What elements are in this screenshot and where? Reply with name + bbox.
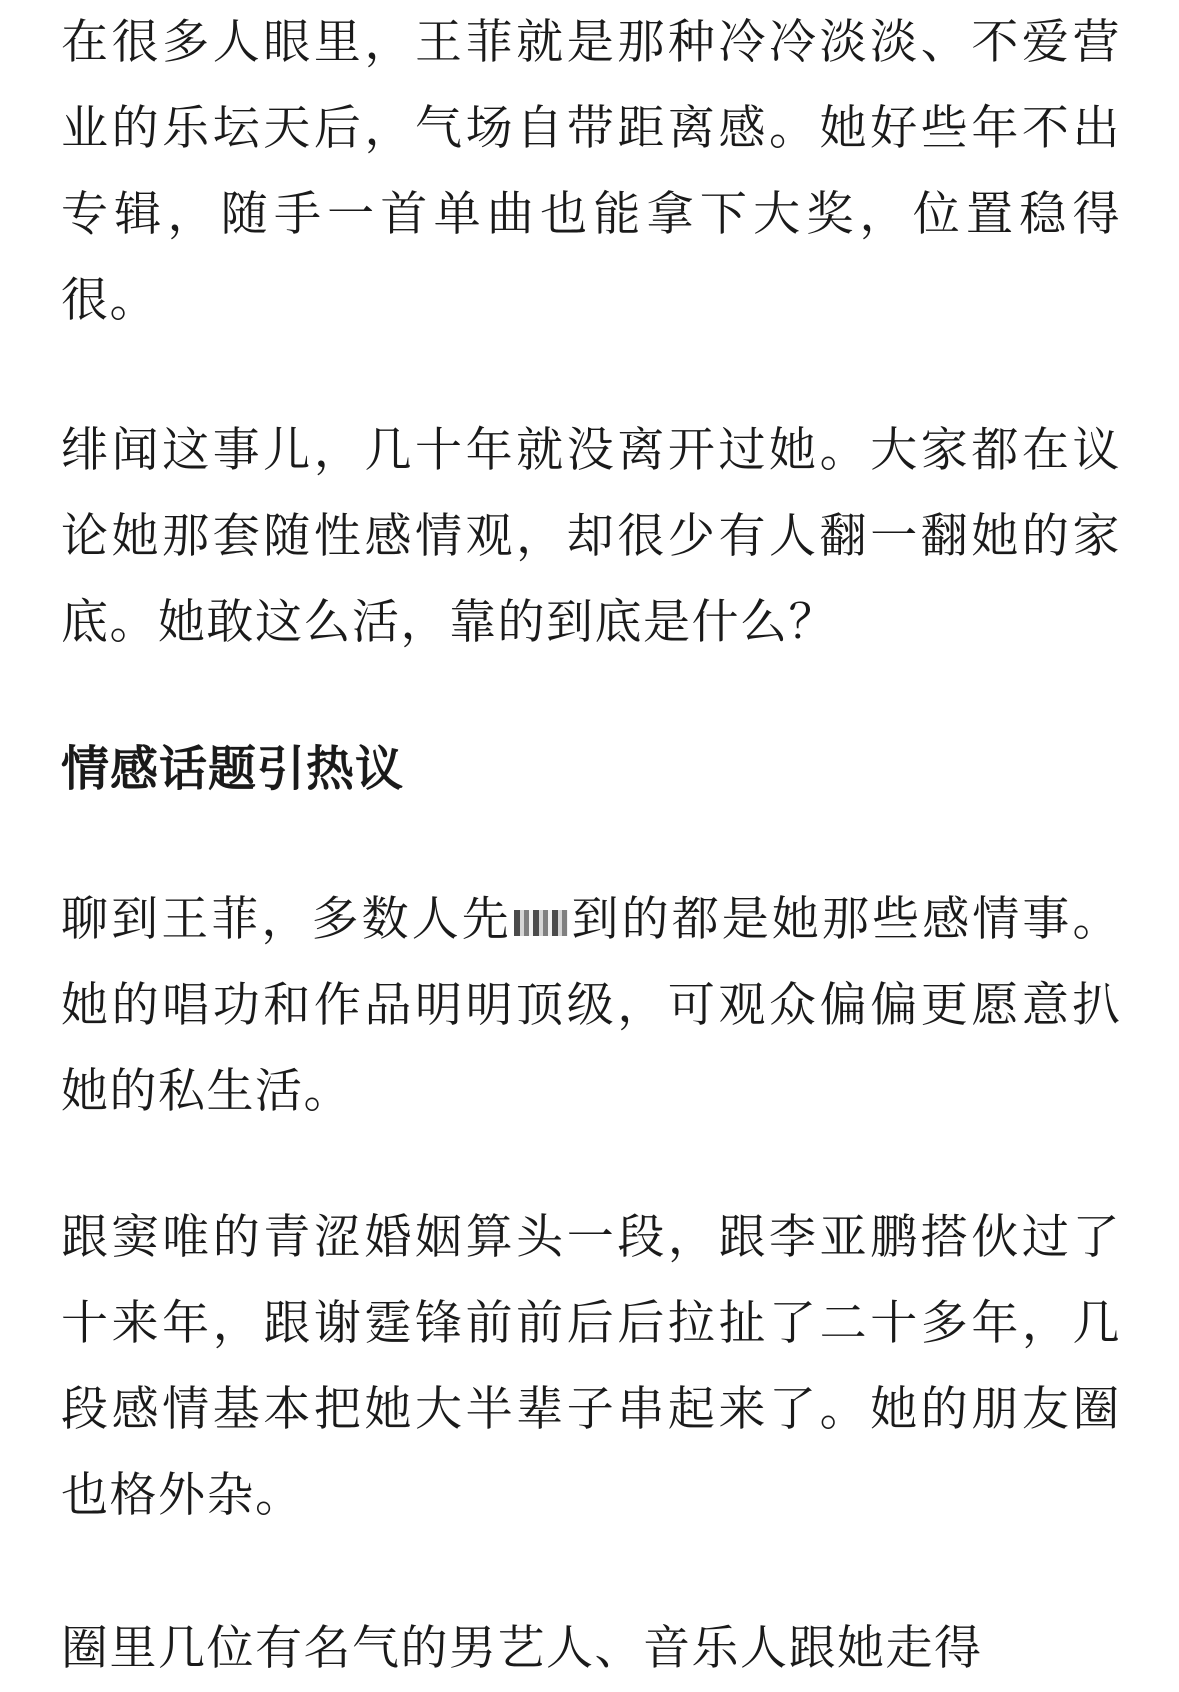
- paragraph-text-after-mosaic: 到的都是她那些感情事。她的唱功和作品明明顶级，可观众偏偏更愿意扒她的私生活。: [61, 892, 1122, 1119]
- mosaic-redaction: [514, 910, 568, 936]
- section-heading: 情感话题引热议: [61, 741, 405, 797]
- article-paragraph: 在很多人眼里，王菲就是那种冷冷淡淡、不爱营业的乐坛天后，气场自带距离感。她好些年不出专辑，随手一首单曲也能拿下大奖，位置稳得很。: [61, 15, 1121, 328]
- paragraph-text-before-mosaic: 聊到王菲，多数人先: [61, 892, 512, 947]
- article-paragraph: [61, 877, 1121, 1135]
- article-paragraph: 跟窦唯的青涩婚姻算头一段，跟李亚鹏搭伙过了十来年，跟谢霆锋前前后后拉扯了二十多年，几段感情基本把她大半辈子串起来了。她的朋友圈也格外杂。: [61, 1210, 1121, 1523]
- article-paragraph: 绯闻这事儿，几十年就没离开过她。大家都在议论她那套随性感情观，却很少有人翻一翻她的家底。她敢这么活，靠的到底是什么？: [61, 423, 1121, 650]
- article-paragraph-partial: 圈里几位有名气的男艺人、音乐人跟她走得: [61, 1621, 983, 1676]
